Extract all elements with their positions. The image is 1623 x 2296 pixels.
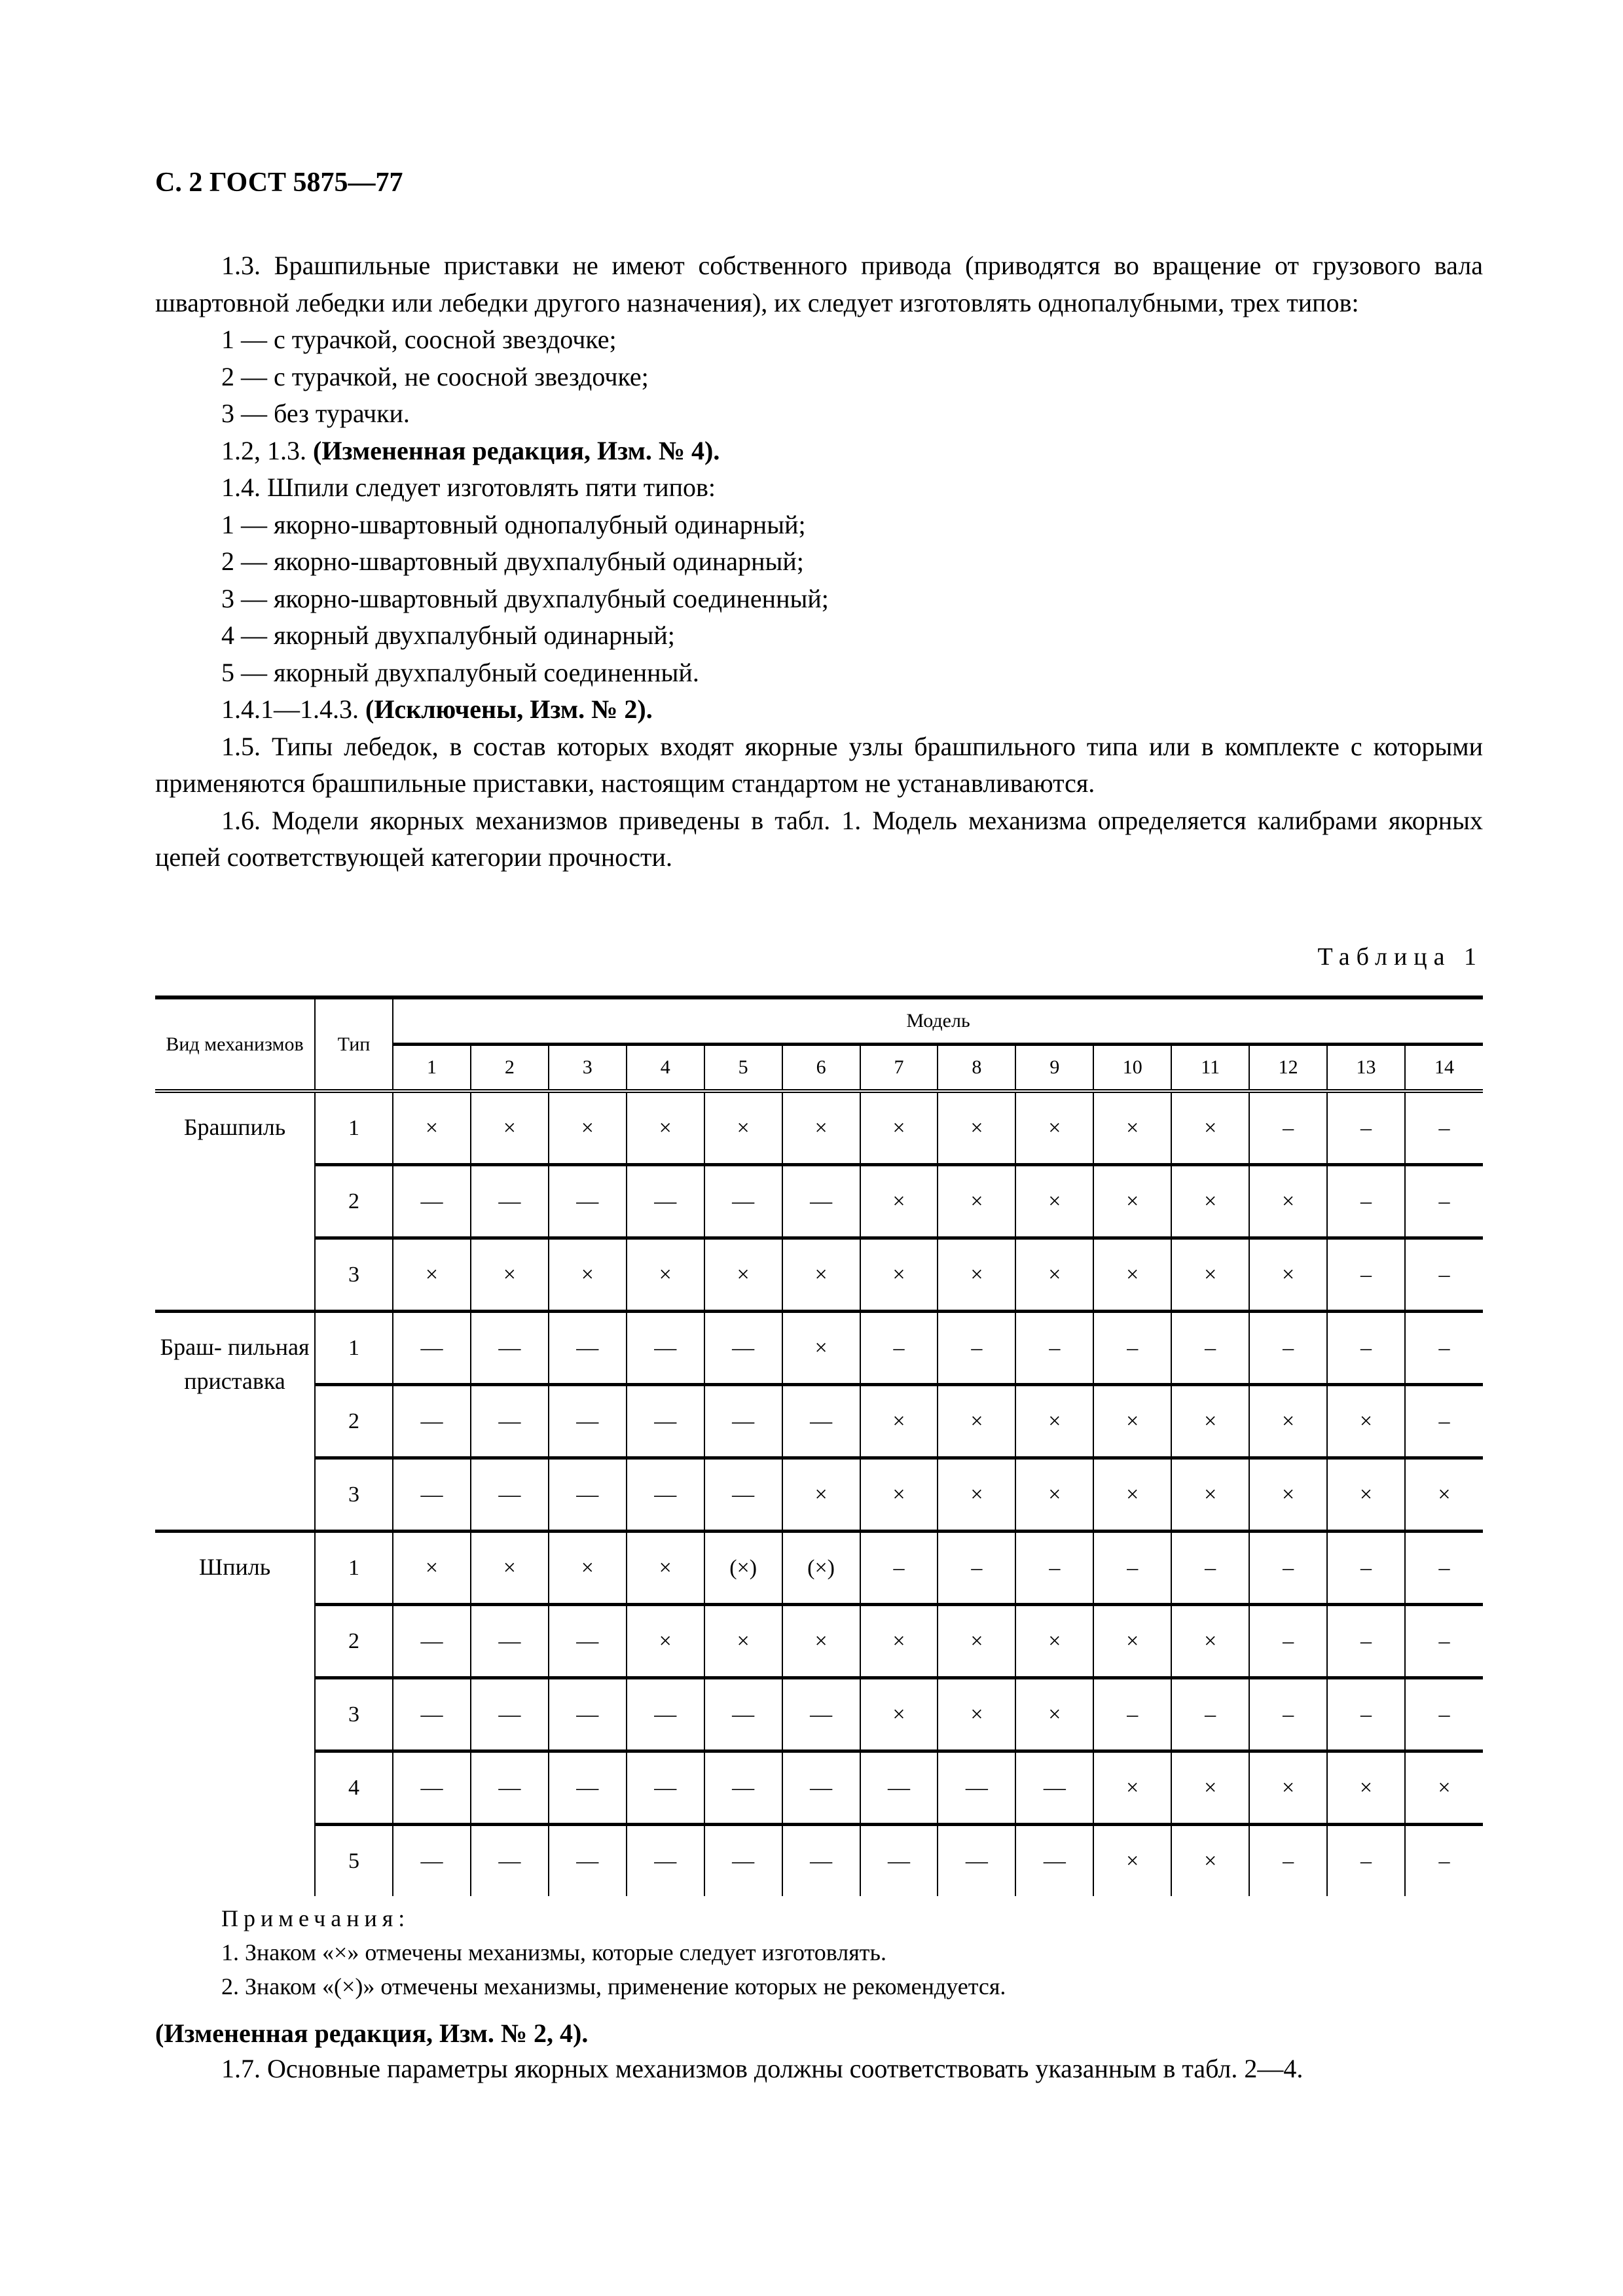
list-item: 1 — с турачкой, соосной звездочке; <box>221 325 617 354</box>
col-header-kind: Вид механизмов <box>155 997 315 1091</box>
model-cell: × <box>1249 1385 1327 1458</box>
model-cell: × <box>1171 1605 1249 1678</box>
model-cell: — <box>393 1605 471 1678</box>
model-cell: × <box>1015 1458 1093 1532</box>
model-number: 2 <box>471 1045 549 1092</box>
model-cell: — <box>549 1385 627 1458</box>
paragraph-1-4: 1.4. Шпили следует изготовлять пяти типов: <box>221 473 716 502</box>
model-cell: — <box>393 1165 471 1238</box>
type-cell: 1 <box>315 1532 393 1605</box>
edit-note-prefix: 1.2, 1.3. <box>221 435 313 465</box>
model-cell: × <box>782 1238 860 1312</box>
model-cell: × <box>1171 1825 1249 1897</box>
model-cell: – <box>1327 1238 1405 1312</box>
type-cell: 3 <box>315 1458 393 1532</box>
model-cell: – <box>1171 1532 1249 1605</box>
mechanism-kind: Шпиль <box>155 1532 315 1897</box>
model-cell: × <box>704 1605 782 1678</box>
model-cell: – <box>1327 1605 1405 1678</box>
model-cell: × <box>860 1091 938 1165</box>
model-cell: – <box>1327 1091 1405 1165</box>
type-cell: 4 <box>315 1751 393 1825</box>
model-cell: × <box>1405 1751 1483 1825</box>
after-table-text <box>155 2016 1304 2087</box>
model-cell: (×) <box>782 1532 860 1605</box>
model-cell: × <box>1093 1238 1171 1312</box>
col-header-model: Модель <box>393 997 1483 1045</box>
type-cell: 2 <box>315 1385 393 1458</box>
model-cell: × <box>1093 1091 1171 1165</box>
model-cell: — <box>782 1385 860 1458</box>
type-cell: 1 <box>315 1091 393 1165</box>
model-cell: — <box>704 1678 782 1751</box>
model-cell: × <box>1249 1751 1327 1825</box>
model-cell: – <box>938 1312 1015 1385</box>
model-cell: × <box>1093 1385 1171 1458</box>
model-cell: – <box>1405 1312 1483 1385</box>
model-cell: – <box>1093 1312 1171 1385</box>
model-cell: — <box>549 1678 627 1751</box>
models-table <box>155 996 1483 1896</box>
model-cell: — <box>471 1605 549 1678</box>
model-cell: × <box>1327 1751 1405 1825</box>
model-cell: × <box>1171 1458 1249 1532</box>
model-cell: × <box>393 1091 471 1165</box>
model-cell: – <box>1405 1678 1483 1751</box>
model-cell: × <box>938 1091 1015 1165</box>
model-cell: — <box>704 1385 782 1458</box>
list-item: 1 — якорно-швартовный однопалубный одинарный; <box>221 509 806 539</box>
model-cell: × <box>860 1458 938 1532</box>
model-cell: — <box>938 1825 1015 1897</box>
model-cell: × <box>1015 1605 1093 1678</box>
model-cell: — <box>393 1678 471 1751</box>
col-header-type: Тип <box>315 997 393 1091</box>
model-number: 1 <box>393 1045 471 1092</box>
model-cell: – <box>1438 1115 1450 1140</box>
edit-note-bold: (Измененная редакция, Изм. № 4). <box>313 435 720 465</box>
model-cell: × <box>1171 1238 1249 1312</box>
list-item: 2 — с турачкой, не соосной звездочке; <box>221 361 649 391</box>
model-cell: × <box>782 1091 860 1165</box>
model-cell: × <box>549 1091 627 1165</box>
model-cell: – <box>1249 1312 1327 1385</box>
table-row <box>155 1238 1483 1312</box>
page-header: С. 2 ГОСТ 5875—77 <box>155 168 403 198</box>
model-cell: × <box>471 1238 549 1312</box>
model-cell: – <box>1327 1165 1405 1238</box>
model-cell: × <box>393 1238 471 1312</box>
note-item: 1. Знаком «×» отмечены механизмы, которые следует изготовлять. <box>221 1939 886 1965</box>
model-cell: — <box>704 1165 782 1238</box>
model-cell: — <box>704 1458 782 1532</box>
model-cell: — <box>471 1678 549 1751</box>
model-cell: — <box>549 1312 627 1385</box>
model-cell: × <box>938 1605 1015 1678</box>
model-cell: – <box>1249 1605 1327 1678</box>
model-cell: — <box>860 1751 938 1825</box>
edit-note-bold: (Исключены, Изм. № 2). <box>365 694 653 724</box>
model-number: 9 <box>1015 1045 1093 1092</box>
model-cell: × <box>782 1605 860 1678</box>
table-row <box>155 1605 1483 1678</box>
model-cell: × <box>1015 1091 1093 1165</box>
table-row <box>155 1458 1483 1532</box>
list-item: 4 — якорный двухпалубный одинарный; <box>221 620 675 650</box>
list-item: 5 — якорный двухпалубный соединенный. <box>221 657 699 687</box>
model-cell: – <box>1171 1678 1249 1751</box>
model-cell: — <box>704 1312 782 1385</box>
model-cell: × <box>860 1678 938 1751</box>
model-cell: – <box>1327 1825 1405 1897</box>
model-cell: — <box>549 1751 627 1825</box>
model-cell: — <box>471 1165 549 1238</box>
model-cell: – <box>1327 1678 1405 1751</box>
model-cell: — <box>1015 1751 1093 1825</box>
model-cell: × <box>1249 1238 1327 1312</box>
model-cell: × <box>782 1458 860 1532</box>
model-cell: — <box>782 1751 860 1825</box>
mechanism-kind: Брашпиль <box>155 1091 315 1312</box>
model-cell: — <box>549 1605 627 1678</box>
type-cell: 2 <box>315 1605 393 1678</box>
model-cell: × <box>1171 1751 1249 1825</box>
model-cell: — <box>627 1458 704 1532</box>
model-cell: × <box>1093 1751 1171 1825</box>
model-cell: – <box>1015 1312 1093 1385</box>
model-cell: × <box>471 1532 549 1605</box>
model-cell: × <box>938 1165 1015 1238</box>
model-cell: × <box>1171 1091 1249 1165</box>
model-cell: × <box>938 1678 1015 1751</box>
list-item: 3 — якорно-швартовный двухпалубный соединенный; <box>221 583 829 613</box>
type-cell: 2 <box>315 1165 393 1238</box>
model-cell: – <box>1015 1532 1093 1605</box>
model-cell: × <box>1015 1165 1093 1238</box>
model-cell: — <box>627 1751 704 1825</box>
model-cell: – <box>1327 1312 1405 1385</box>
model-cell: × <box>1171 1385 1249 1458</box>
model-number: 5 <box>704 1045 782 1092</box>
model-cell: – <box>1249 1532 1327 1605</box>
edit-note <box>155 433 1483 470</box>
model-number: 11 <box>1171 1045 1249 1092</box>
model-cell: – <box>1405 1238 1483 1312</box>
edit-note-bold: (Измененная редакция, Изм. № 2, 4). <box>155 2018 589 2048</box>
model-cell: × <box>393 1532 471 1605</box>
type-cell: 1 <box>315 1312 393 1385</box>
model-cell: × <box>471 1091 549 1165</box>
model-cell: – <box>1093 1532 1171 1605</box>
table-row <box>155 1091 1483 1165</box>
model-cell: — <box>549 1825 627 1897</box>
model-cell: – <box>1405 1165 1483 1238</box>
model-cell: – <box>860 1312 938 1385</box>
paragraph-1-6: 1.6. Модели якорных механизмов приведены в табл. 1. Модель механизма определяется калибрами якорных цепей соответствующей категории прочности. <box>155 805 1483 872</box>
model-cell: — <box>471 1825 549 1897</box>
table-row <box>155 1751 1483 1825</box>
type-cell: 3 <box>315 1238 393 1312</box>
model-cell: — <box>471 1312 549 1385</box>
table-caption: Таблица 1 <box>1317 943 1483 971</box>
model-cell: × <box>627 1091 704 1165</box>
type-cell: 5 <box>315 1825 393 1897</box>
model-number: 13 <box>1327 1045 1405 1092</box>
list-item: 3 — без турачки. <box>221 399 410 428</box>
model-cell: × <box>1093 1605 1171 1678</box>
model-cell: — <box>393 1825 471 1897</box>
model-cell: × <box>1015 1678 1093 1751</box>
model-cell: × <box>860 1165 938 1238</box>
model-cell: × <box>627 1238 704 1312</box>
model-cell: — <box>549 1458 627 1532</box>
model-number: 12 <box>1249 1045 1327 1092</box>
model-cell: – <box>1405 1385 1483 1458</box>
table-row <box>155 1532 1483 1605</box>
model-cell: – <box>1249 1825 1327 1897</box>
model-cell: × <box>1405 1458 1483 1532</box>
model-cell: – <box>860 1532 938 1605</box>
mechanism-kind: Браш- пильная приставка <box>155 1312 315 1532</box>
model-cell: × <box>1093 1458 1171 1532</box>
model-cell: × <box>860 1385 938 1458</box>
table-row <box>155 1312 1483 1385</box>
model-cell: — <box>1015 1825 1093 1897</box>
model-cell: × <box>938 1385 1015 1458</box>
model-number: 14 <box>1405 1045 1483 1092</box>
model-number: 10 <box>1093 1045 1171 1092</box>
edit-note <box>155 691 1483 728</box>
model-cell: × <box>938 1238 1015 1312</box>
model-cell: × <box>860 1605 938 1678</box>
model-cell: — <box>627 1165 704 1238</box>
model-cell: — <box>627 1312 704 1385</box>
model-number: 4 <box>627 1045 704 1092</box>
model-cell: – <box>1405 1605 1483 1678</box>
model-cell: × <box>1249 1165 1327 1238</box>
model-cell: × <box>1327 1385 1405 1458</box>
table-row <box>155 1825 1483 1897</box>
paragraph-1-3: 1.3. Брашпильные приставки не имеют собственного привода (приводятся во вращение от грузового вала швартовной лебедки или лебедки другого назначения), их следует изготовлять однопалубными, трех типов: <box>155 251 1483 317</box>
notes <box>221 1901 1006 2003</box>
model-cell: × <box>1015 1385 1093 1458</box>
model-cell: (×) <box>704 1532 782 1605</box>
model-cell: × <box>1171 1165 1249 1238</box>
model-cell: × <box>782 1312 860 1385</box>
model-cell: — <box>782 1165 860 1238</box>
model-cell: × <box>549 1238 627 1312</box>
model-cell: – <box>1093 1678 1171 1751</box>
model-cell: × <box>627 1532 704 1605</box>
model-cell: – <box>1405 1532 1483 1605</box>
model-cell: — <box>782 1825 860 1897</box>
model-cell: — <box>938 1751 1015 1825</box>
paragraph-1-5: 1.5. Типы лебедок, в состав которых входят якорные узлы брашпильного типа или в комплекте с которыми применяются брашпильные приставки, настоящим стандартом не устанавливаются. <box>155 731 1483 798</box>
model-cell: — <box>471 1458 549 1532</box>
model-cell: — <box>860 1825 938 1897</box>
model-cell: – <box>1327 1532 1405 1605</box>
model-cell: – <box>1249 1091 1327 1165</box>
paragraph-1-7: 1.7. Основные параметры якорных механизмов должны соответствовать указанным в табл. 2—4. <box>221 2054 1304 2083</box>
edit-note-prefix: 1.4.1—1.4.3. <box>221 694 365 724</box>
table-row <box>155 1678 1483 1751</box>
model-cell: — <box>393 1385 471 1458</box>
model-cell: – <box>1171 1312 1249 1385</box>
table-row <box>155 1165 1483 1238</box>
model-cell: × <box>627 1605 704 1678</box>
model-cell: × <box>860 1238 938 1312</box>
model-cell: — <box>627 1825 704 1897</box>
notes-heading: Примечания: <box>221 1905 410 1931</box>
body-text <box>155 247 1483 876</box>
model-cell: × <box>1249 1458 1327 1532</box>
model-cell: – <box>1249 1678 1327 1751</box>
model-cell: — <box>471 1385 549 1458</box>
model-cell: × <box>1327 1458 1405 1532</box>
model-cell: — <box>704 1825 782 1897</box>
model-cell: – <box>938 1532 1015 1605</box>
model-cell: — <box>549 1165 627 1238</box>
model-cell: — <box>393 1458 471 1532</box>
type-cell: 3 <box>315 1678 393 1751</box>
model-cell: × <box>704 1238 782 1312</box>
model-cell: × <box>1093 1165 1171 1238</box>
model-cell: — <box>627 1678 704 1751</box>
note-item: 2. Знаком «(×)» отмечены механизмы, применение которых не рекомендуется. <box>221 1973 1006 2000</box>
model-cell: × <box>704 1091 782 1165</box>
model-cell: – <box>1405 1825 1483 1897</box>
model-number: 7 <box>860 1045 938 1092</box>
model-cell: — <box>471 1751 549 1825</box>
model-cell: — <box>782 1678 860 1751</box>
model-number: 3 <box>549 1045 627 1092</box>
model-cell: × <box>1015 1238 1093 1312</box>
model-cell: × <box>938 1458 1015 1532</box>
table-row <box>155 1385 1483 1458</box>
model-cell: × <box>1093 1825 1171 1897</box>
model-number: 6 <box>782 1045 860 1092</box>
model-number: 8 <box>938 1045 1015 1092</box>
model-cell: — <box>704 1751 782 1825</box>
model-cell: — <box>393 1751 471 1825</box>
model-cell: — <box>627 1385 704 1458</box>
model-cell: — <box>393 1312 471 1385</box>
list-item: 2 — якорно-швартовный двухпалубный одинарный; <box>221 547 804 576</box>
model-cell: × <box>549 1532 627 1605</box>
